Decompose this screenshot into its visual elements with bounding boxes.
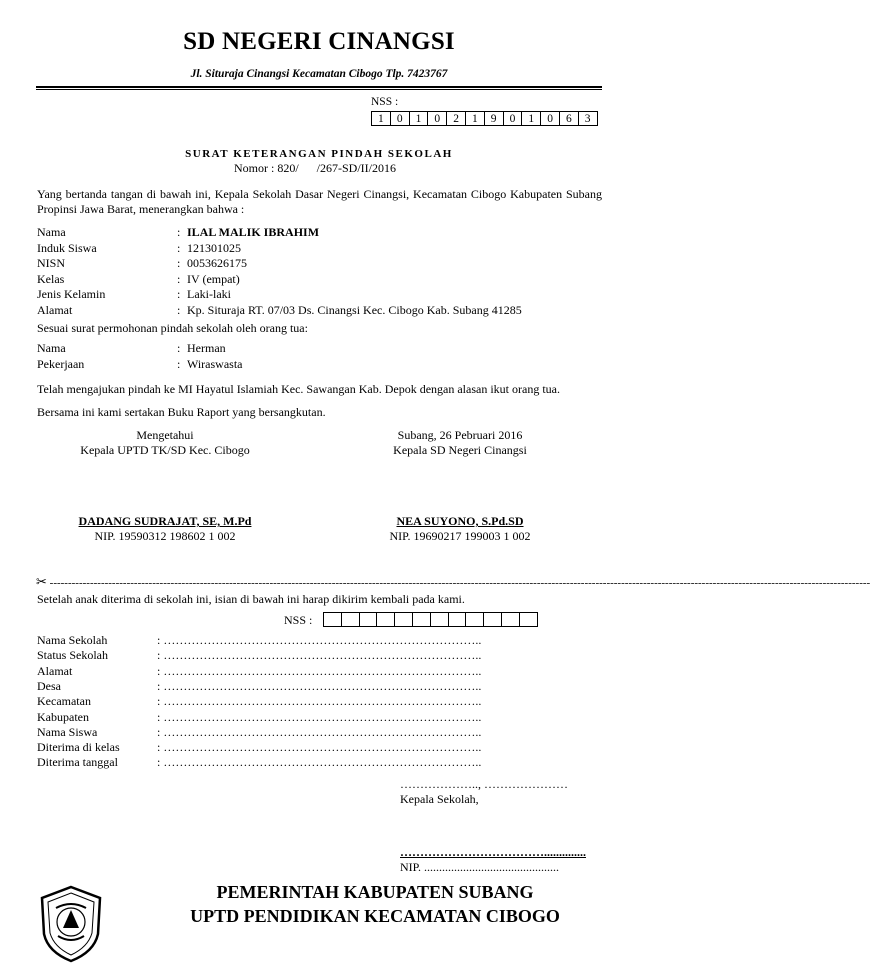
student-field-colon: : — [177, 303, 181, 317]
sign-right-line2: Kepala SD Negeri Cinangsi — [393, 443, 527, 457]
sign-left-line2: Kepala UPTD TK/SD Kec. Cibogo — [80, 443, 250, 457]
student-field-label: Nama — [37, 225, 66, 239]
return-form-blank[interactable]: : …………………………………………………………………….. — [157, 709, 482, 724]
return-nss-grid — [323, 612, 538, 627]
intro-paragraph: Yang bertanda tangan di bawah ini, Kepala Sekolah Dasar Negeri Cinangsi, Kecamatan Cibogo Kabupaten Subang Propinsi Jawa Barat, menerangkan bahwa : — [37, 187, 602, 216]
signer-name-line: ……………………………….............. — [400, 845, 586, 859]
student-field-value: IV (empat) — [187, 271, 240, 286]
return-instruction: Setelah anak diterima di sekolah ini, isian di bawah ini harap dikirim kembali pada kami. — [37, 592, 465, 606]
student-field-colon: : — [177, 225, 181, 239]
student-field-label: NISN — [37, 256, 66, 271]
place-date-line: ……………….., ………………… — [400, 777, 568, 791]
student-field-value: Kp. Situraja RT. 07/03 Ds. Cinangsi Kec. Cibogo Kab. Subang 41285 — [187, 303, 522, 317]
return-nss-cell — [377, 612, 395, 627]
parent-field-colon: : — [177, 341, 181, 355]
return-nss-cell — [413, 612, 431, 627]
return-form-label: Diterima tanggal — [37, 755, 118, 770]
signer-nip-line: NIP. ............................................. — [400, 860, 560, 874]
return-form-label: Diterima di kelas — [37, 740, 120, 755]
sign-left-line1: Mengetahui — [136, 428, 194, 442]
document-number: Nomor : 820/ /267-SD/II/2016 — [234, 161, 396, 175]
sign-left-nip: NIP. 19590312 198602 1 002 — [94, 529, 236, 543]
header-divider — [36, 86, 602, 88]
signer-title: Kepala Sekolah, — [400, 792, 479, 806]
return-form-label: Nama Sekolah — [37, 633, 108, 647]
return-form-blank[interactable]: : …………………………………………………………………….. — [157, 663, 482, 678]
return-form-label: Desa — [37, 678, 61, 693]
header-divider-thin — [36, 89, 602, 90]
return-form-label: Status Sekolah — [37, 648, 108, 663]
return-nss-cell — [360, 612, 378, 627]
sign-right-name: NEA SUYONO, S.Pd.SD — [396, 514, 524, 528]
nss-digit-cell: 1 — [372, 111, 391, 126]
return-form-label: Alamat — [37, 663, 73, 678]
return-form-blank[interactable]: : …………………………………………………………………….. — [157, 633, 482, 647]
return-nss-cell — [466, 612, 484, 627]
scissors-icon: ✂ — [36, 574, 47, 589]
return-form-label: Nama Siswa — [37, 724, 98, 739]
footer-line2: UPTD PENDIDIKAN KECAMATAN CIBOGO — [190, 906, 560, 926]
nss-number-grid — [371, 111, 598, 126]
student-field-value: 121301025 — [187, 240, 241, 255]
subang-regency-emblem-icon — [36, 884, 106, 964]
return-form-blank[interactable]: : …………………………………………………………………….. — [157, 694, 482, 709]
sign-left-name: DADANG SUDRAJAT, SE, M.Pd — [78, 514, 252, 528]
school-address: Jl. Situraja Cinangsi Kecamatan Cibogo Tlp. 7423767 — [190, 68, 448, 80]
student-field-value: 0053626175 — [187, 256, 247, 271]
student-field-value: Laki-laki — [187, 287, 231, 302]
return-nss-cell — [324, 612, 342, 627]
nss-digit-cell: 1 — [466, 111, 485, 126]
nss-digit-cell: 1 — [410, 111, 429, 126]
return-form-label: Kabupaten — [37, 709, 89, 724]
return-nss-cell — [342, 612, 360, 627]
parent-field-label: Nama — [37, 341, 66, 355]
nss-label: NSS : — [371, 96, 399, 108]
student-field-label: Kelas — [37, 271, 65, 286]
nss-digit-cell: 0 — [541, 111, 560, 126]
student-field-value: ILAL MALIK IBRAHIM — [187, 225, 320, 239]
student-field-label: Jenis Kelamin — [37, 287, 106, 302]
nss-digit-cell: 0 — [504, 111, 523, 126]
nss-digit-cell: 0 — [391, 111, 410, 126]
parent-field-colon: : — [177, 356, 181, 371]
attach-text: Bersama ini kami sertakan Buku Raport yang bersangkutan. — [37, 405, 326, 419]
return-form-label: Kecamatan — [37, 694, 91, 709]
return-form-blank[interactable]: : …………………………………………………………………….. — [157, 755, 482, 770]
student-field-colon: : — [177, 271, 181, 286]
school-name: SD NEGERI CINANGSI — [183, 28, 455, 55]
parent-field-value: Herman — [187, 341, 226, 355]
return-form-blank[interactable]: : …………………………………………………………………….. — [157, 678, 482, 693]
return-nss-cell — [395, 612, 413, 627]
parent-field-value: Wiraswasta — [187, 356, 243, 371]
nss-digit-cell: 3 — [579, 111, 598, 126]
return-nss-cell — [502, 612, 520, 627]
nss-digit-cell: 2 — [447, 111, 466, 126]
footer-line1: PEMERINTAH KABUPATEN SUBANG — [216, 882, 534, 902]
sign-right-line1: Subang, 26 Pebruari 2016 — [397, 428, 523, 442]
sign-right-nip: NIP. 19690217 199003 1 002 — [389, 529, 531, 543]
document-title: SURAT KETERANGAN PINDAH SEKOLAH — [185, 148, 453, 160]
return-nss-cell — [449, 612, 467, 627]
student-field-colon: : — [177, 256, 181, 271]
cut-dashes: -------------------------------------------------------------------------------------------------------------------------------------------------------------------------------------------------------------------------------- — [49, 577, 870, 589]
nss-digit-cell: 9 — [485, 111, 504, 126]
return-form-blank[interactable]: : …………………………………………………………………….. — [157, 740, 482, 755]
return-nss-cell — [520, 612, 538, 627]
return-form-blank[interactable]: : …………………………………………………………………….. — [157, 648, 482, 663]
student-field-label: Induk Siswa — [37, 240, 97, 255]
student-field-colon: : — [177, 240, 181, 255]
nss-digit-cell: 0 — [428, 111, 447, 126]
cut-line — [36, 574, 870, 590]
nss-digit-cell: 1 — [522, 111, 541, 126]
request-text: Sesuai surat permohonan pindah sekolah oleh orang tua: — [37, 321, 308, 335]
return-nss-label: NSS : — [284, 613, 313, 627]
return-nss-cell — [484, 612, 502, 627]
student-field-colon: : — [177, 287, 181, 302]
transfer-text: Telah mengajukan pindah ke MI Hayatul Islamiah Kec. Sawangan Kab. Depok dengan alasan ikut orang tua. — [37, 382, 560, 396]
nss-digit-cell: 6 — [560, 111, 579, 126]
student-field-label: Alamat — [37, 303, 73, 317]
parent-field-label: Pekerjaan — [37, 356, 85, 371]
return-nss-cell — [431, 612, 449, 627]
return-form-blank[interactable]: : …………………………………………………………………….. — [157, 724, 482, 739]
